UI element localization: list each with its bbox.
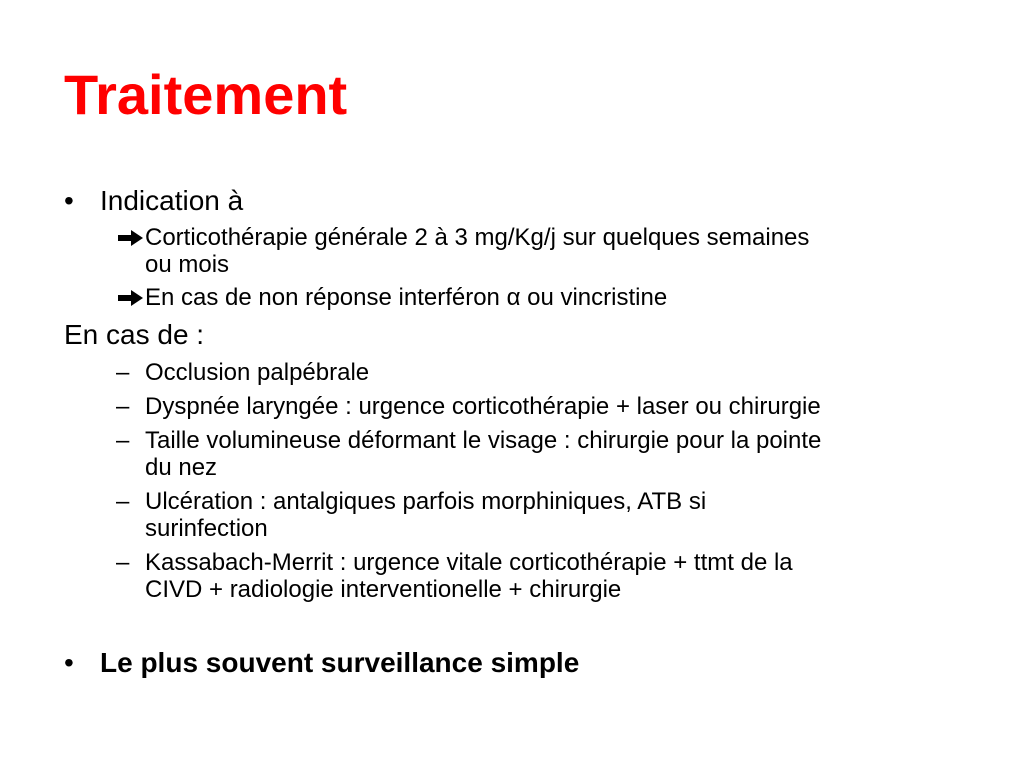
arrow-item-line-2: ou mois (145, 251, 230, 278)
dash-marker: – (116, 359, 130, 386)
arrow-item-line-1: Corticothérapie générale 2 à 3 mg/Kg/j sur quelques semaines (145, 224, 810, 251)
dash-item-line-2: surinfection (145, 515, 268, 542)
dash-marker: – (116, 393, 130, 420)
dash-item-ulceration (116, 488, 976, 542)
dash-item-kassabach (116, 549, 976, 603)
slide-title: Traitement (64, 63, 348, 126)
arrow-item-line-1: En cas de non réponse interféron α ou vincristine (145, 284, 668, 311)
dash-item-line-1: Dyspnée laryngée : urgence corticothérapie + laser ou chirurgie (145, 393, 821, 420)
dash-marker: – (116, 488, 130, 515)
dash-item-line-1: Taille volumineuse déformant le visage : chirurgie pour la pointe (145, 427, 822, 454)
bullet-marker: • (64, 185, 74, 216)
bullet-conclusion-text: Le plus souvent surveillance simple (100, 647, 580, 678)
section-en-cas-de (64, 320, 964, 350)
dash-item-line-2: du nez (145, 454, 218, 481)
bullet-indication-label: Indication à (100, 185, 244, 216)
dash-item-line-1: Kassabach-Merrit : urgence vitale corticothérapie + ttmt de la (145, 549, 793, 576)
dash-item-line-1: Occlusion palpébrale (145, 359, 370, 386)
right-arrow-icon (116, 229, 144, 247)
bullet-indication (64, 186, 964, 216)
right-arrow-icon (116, 289, 144, 307)
dash-item-dyspnee (116, 393, 976, 420)
bullet-marker: • (64, 647, 74, 678)
bullet-conclusion (64, 648, 964, 678)
dash-item-line-2: CIVD + radiologie interventionelle + chirurgie (145, 576, 622, 603)
dash-item-occlusion (116, 359, 976, 386)
dash-marker: – (116, 549, 130, 576)
dash-item-taille (116, 427, 976, 481)
dash-marker: – (116, 427, 130, 454)
section-en-cas-de-label: En cas de : (64, 319, 205, 350)
arrow-item-corticotherapie (116, 224, 976, 278)
dash-item-line-1: Ulcération : antalgiques parfois morphiniques, ATB si (145, 488, 707, 515)
arrow-item-interferon (116, 284, 976, 311)
